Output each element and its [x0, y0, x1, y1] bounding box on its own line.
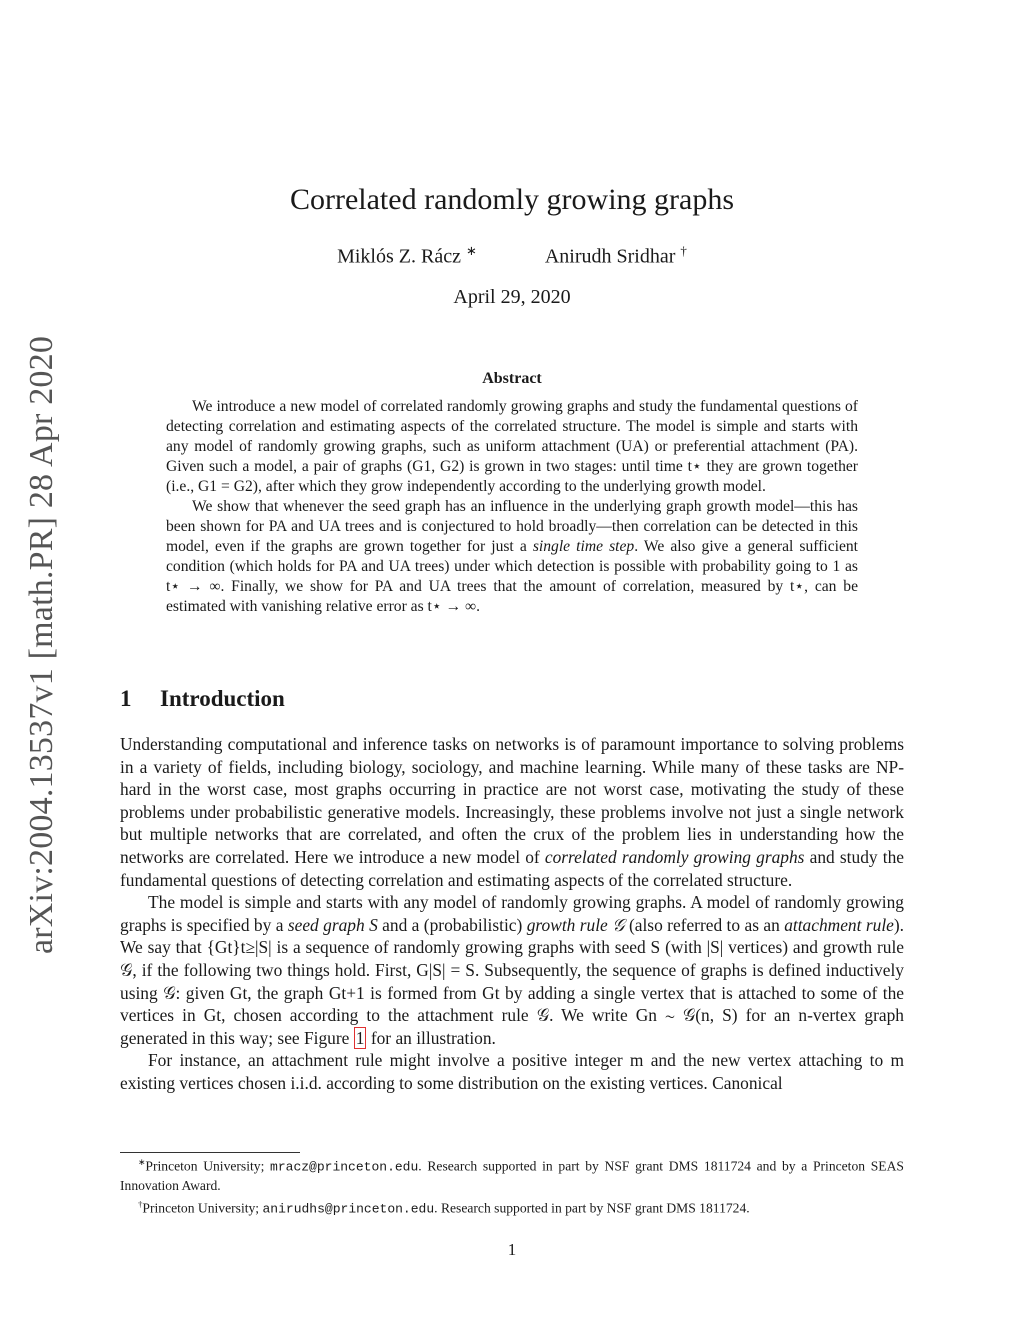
- emphasis: growth rule 𝒢: [526, 914, 625, 935]
- section-number: 1: [120, 686, 132, 711]
- author-name: Anirudh Sridhar: [544, 245, 676, 268]
- abstract-body: [166, 397, 858, 617]
- figure-reference-link[interactable]: 1: [355, 1027, 365, 1048]
- author: [545, 243, 687, 269]
- emphasis: correlated randomly growing graphs: [544, 846, 805, 867]
- email-link[interactable]: mracz@princeton.edu: [270, 1159, 419, 1175]
- author-name: Miklós Z. Rácz: [337, 245, 461, 268]
- footnote: †Princeton University; anirudhs@princeton.edu. Research supported in part by NSF grant DMS 1811724.: [138, 1198, 750, 1217]
- paper-title: Correlated randomly growing graphs: [289, 183, 735, 216]
- publication-date: April 29, 2020: [453, 286, 571, 308]
- arxiv-sidebar-stamp: [20, 335, 64, 955]
- footnote: ∗Princeton University; mracz@princeton.edu. Research supported in part by NSF grant DMS 1811724 and by a Princeton SEAS Innovation Award.: [120, 1157, 904, 1193]
- emphasis: seed graph S: [287, 914, 378, 935]
- page-number: 1: [507, 1240, 517, 1259]
- abstract-heading: Abstract: [482, 370, 542, 387]
- footnotes: [120, 1153, 904, 1218]
- author-footnote-mark: ∗: [465, 243, 477, 258]
- body-paragraph: The model is simple and starts with any model of randomly growing graphs. A model of randomly growing graphs is specified by a seed graph S and a (probabilistic) growth rule 𝒢 (also referred to as an attachment rule). We say that {Gt}t≥|S| is a sequence of randomly growing graphs with seed S (with |S| vertices) and growth rule 𝒢, if the following two things hold. First, G|S| = S. Subsequently, the sequence of graphs is defined inductively using 𝒢: given Gt, the graph Gt+1 is formed from Gt by adding a single vertex that is attached to some of the vertices in Gt, chosen according to the attachment rule 𝒢. We write Gn ∼ 𝒢(n, S) for an n-vertex graph generated in this way; see Figure 1 for an illustration.: [120, 892, 905, 1048]
- author: [337, 243, 477, 269]
- arxiv-identifier: arXiv:2004.13537v1 [math.PR] 28 Apr 2020: [23, 335, 61, 955]
- body-paragraph: Understanding computational and inference tasks on networks is of paramount importance to solving problems in a variety of fields, including biology, sociology, and machine learning. While many of these tasks are NP-hard in the worst case, most graphs occurring in practice are not worst case, motivating the study of these problems under probabilistic generative models. Increasingly, these problems involve not just a single network but multiple networks that are correlated, and often the crux of the problem lies in understanding how the networks are correlated. Here we introduce a new model of correlated randomly growing graphs and study the fundamental questions of detecting correlation and estimating aspects of the correlated structure.: [120, 734, 904, 890]
- section-title: Introduction: [160, 686, 285, 711]
- abstract-paragraph: We show that whenever the seed graph has an influence in the underlying graph growth model—this has been shown for PA and UA trees and is conjectured to hold broadly—then correlation can be detected in this model, even if the graphs are grown together for just a single time step. We also give a general sufficient condition (which holds for PA and UA trees) under which detection is possible with probability going to 1 as t⋆ → ∞. Finally, we show for PA and UA trees that the amount of correlation, measured by t⋆, can be estimated with vanishing relative error as t⋆ → ∞.: [166, 498, 858, 615]
- section-heading: [120, 686, 285, 712]
- emphasis: single time step: [532, 538, 635, 555]
- body-paragraph: For instance, an attachment rule might involve a positive integer m and the new vertex attaching to m existing vertices chosen i.i.d. according to some distribution on the existing vertices. Canonical: [120, 1050, 904, 1093]
- email-link[interactable]: anirudhs@princeton.edu: [262, 1201, 435, 1217]
- author-footnote-mark: †: [680, 243, 687, 258]
- emphasis: attachment rule: [784, 914, 894, 935]
- abstract-paragraph: We introduce a new model of correlated randomly growing graphs and study the fundamental questions of detecting correlation and estimating aspects of the correlated structure. The model is simple and starts with any model of randomly growing graphs, such as uniform attachment (UA) or preferential attachment (PA). Given such a model, a pair of graphs (G1, G2) is grown in two stages: until time t⋆ they are grown together (i.e., G1 = G2), after which they grow independently according to the underlying growth model.: [166, 398, 858, 495]
- introduction-body: [120, 733, 904, 1095]
- author-list: [0, 243, 1024, 269]
